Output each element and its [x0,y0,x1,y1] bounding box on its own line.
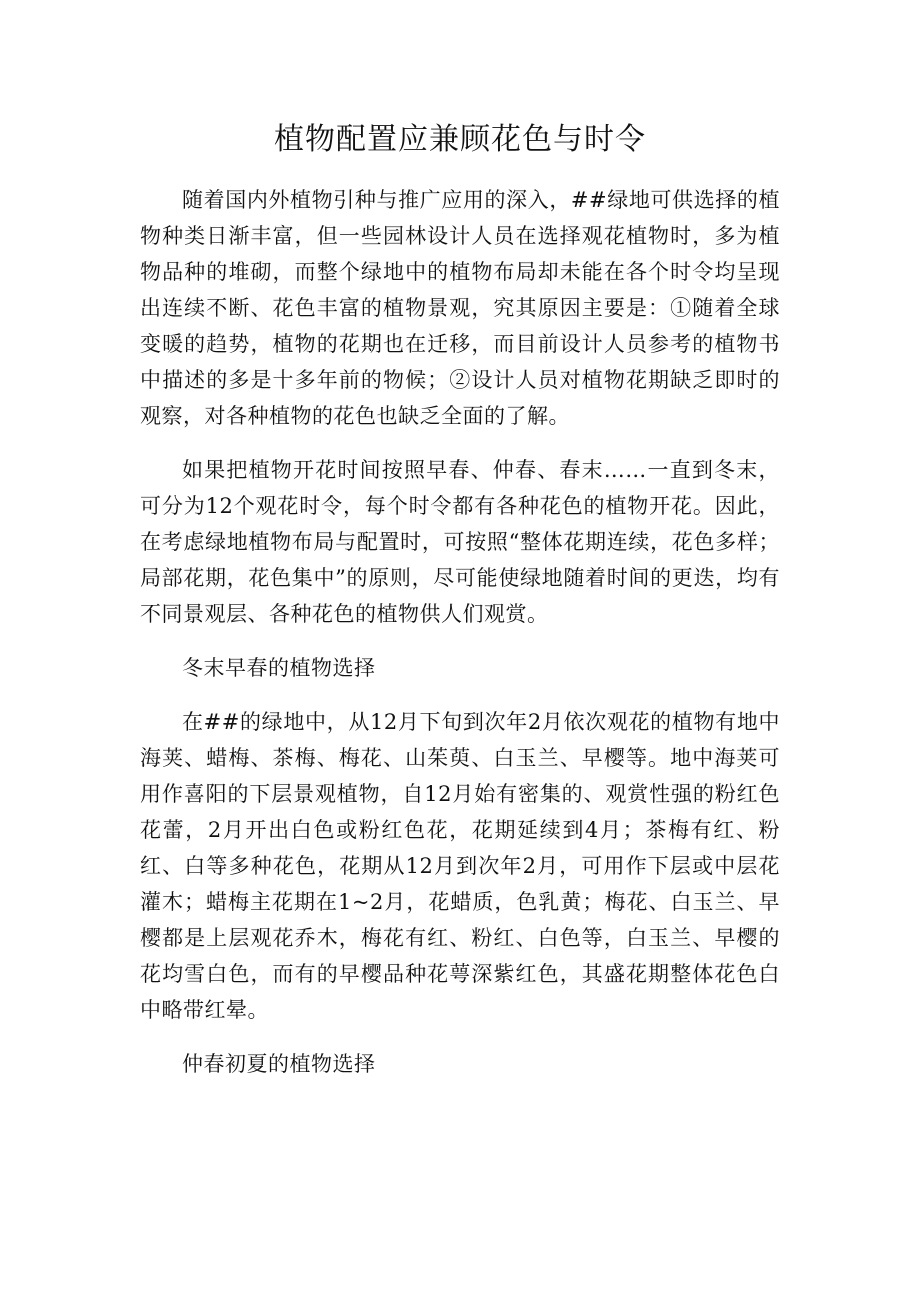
paragraph-intro: 随着国内外植物引种与推广应用的深入，##绿地可供选择的植物种类日渐丰富，但一些园林设计人员在选择观花植物时，多为植物品种的堆砌，而整个绿地中的植物布局却未能在各个时令均呈现出连续不断、花色丰富的植物景观，究其原因主要是：①随着全球变暖的趋势，植物的花期也在迁移，而目前设计人员参考的植物书中描述的多是十多年前的物候；②设计人员对植物花期缺乏即时的观察，对各种植物的花色也缺乏全面的了解。 [140,188,780,428]
paragraph-winter-spring-plants: 在##的绿地中，从12月下旬到次年2月依次观花的植物有地中海荚、蜡梅、茶梅、梅花、山茱萸、白玉兰、早樱等。地中海荚可用作喜阳的下层景观植物，自12月始有密集的、观赏性强的粉红色花蕾，2月开出白色或粉红色花，花期延续到4月；茶梅有红、粉红、白等多种花色，花期从12月到次年2月，可用作下层或中层花灌木；蜡梅主花期在1~2月，花蜡质，色乳黄；梅花、白玉兰、早樱都是上层观花乔木，梅花有红、粉红、白色等，白玉兰、早樱的花均雪白色，而有的早樱品种花萼深紫红色，其盛花期整体花色白中略带红晕。 [140,710,780,1022]
section-heading-winter-spring: 冬末早春的植物选择 [182,656,376,680]
section-heading-spring-summer: 仲春初夏的植物选择 [182,1052,376,1076]
document-title: 植物配置应兼顾花色与时令 [274,122,646,157]
paragraph-seasons: 如果把植物开花时间按照早春、仲春、春末……一直到冬末，可分为12个观花时令，每个时令都有各种花色的植物开花。因此，在考虑绿地植物布局与配置时，可按照“整体花期连续，花色多样；局部花期，花色集中”的原则，尽可能使绿地随着时间的更迭，均有不同景观层、各种花色的植物供人们观赏。 [140,458,780,626]
